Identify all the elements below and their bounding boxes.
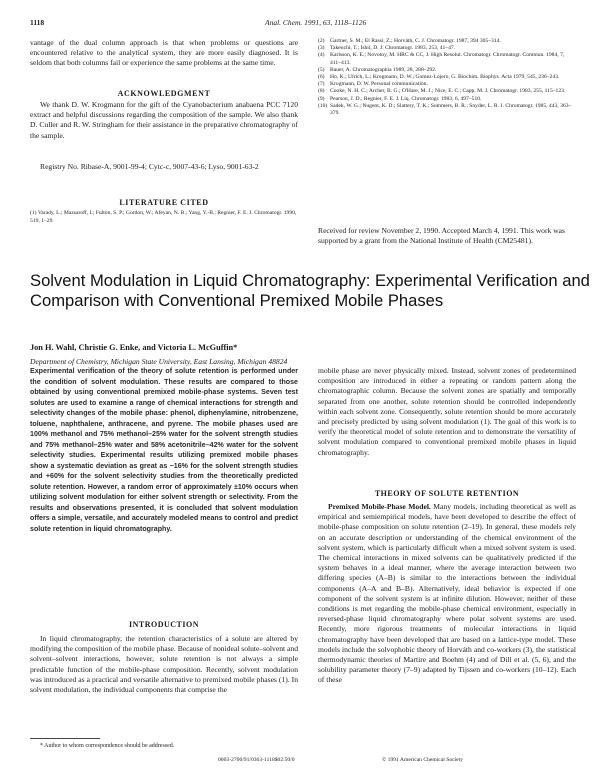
reference-1: (1) Varady, L.; Mazsaroff, I.; Fulton, S. P.; Gordon, W.; Afeyan, N. B.; Yang, Y.-B.; Regnier, F. E. J. Chromatogr. 1990, 519, 1–29. [30,210,297,224]
reference-text: Takeuchi, T.; Ishii, D. J. Chromatogr. 1983, 253, 41–47. [330,45,456,52]
reference-text: Karlsson, K. E.; Novotny, M. HRC & CC, J. High Resolut. Chromatogr. Chromatogr. Commun. 1984, 7, 411–413. [330,52,565,66]
reference-number: (4) [318,52,325,59]
subsection-body: Many models, including theoretical as well as empirical and semiempirical models, have been developed to describe the effect of mobile-phase composition on solute retention (2–19). In general, these models rely on an accurate description or understanding of the chemical environment of the solvent system, which is particularly difficult when a mixed solvent system is used. The chemical interactions in mixed solvents can be qualitatively predicted if the system behaves in a ideal manner, where the average interaction between two differing species (A–B) is similar to the interactions between the individual components (A–A and B–B). Alternatively, ideal behavior is expected if one component of the solvent system is at infinite dilution. However, neither of these conditions is met regarding the mobile-phase chemical environment, especially in reversed-phase liquid chromatography where polar solvent systems are used. Recently, more rigorous treatments of molecular interactions in liquid chromatography have been developed that are based on a lattice-type model. These models include the solvophobic theory of Horváth and co-workers (3), the statistical thermodynamic theories of Martire and Boehm (4) and of Dill et al. (5, 6), and the solubility parameter theory (7–9) adapted by Tijssen and co-workers (10–12). Each of these [318,502,576,685]
footnote: * Author to whom correspondence should be addressed. [40,743,175,749]
reference-item [318,38,576,45]
reference-text: Ho, K.; Ulrich, L.; Krogmann, D. W.; Gomez-Lojero, G. Biochim. Biophys. Acta 1979, 545, 236–243. [330,74,560,81]
page-number: 1118 [30,18,45,27]
right-column-paragraph-2 [318,502,576,686]
subsection-heading: Premixed Mobile-Phase Model. [328,502,431,511]
journal-citation: Anal. Chem. 1991, 63, 1118–1126 [265,18,367,27]
issn-code: 0003-2700/91/0363-1118$02.50/0 [218,757,295,763]
article-authors: Jon H. Wahl, Christie G. Enke, and Victoria L. McGuffin* [30,343,238,352]
continuation-paragraph: vantage of the dual column approach is that when problems or questions are encountered relative to the analytical system, they are more easily diagnosed. It is seldom that both columns fail or experience the same problems at the same time. [30,38,298,68]
reference-item [318,74,576,81]
reference-text: Krogmann, D. W. Personal communication. [330,81,428,88]
right-column-paragraph-1: mobile phase are never physically mixed. Instead, solvent zones of predetermined composition are introduced in either a repeating or random pattern along the chromatographic column. Because the solvent zones are spatially and temporally separated from one another, solute retention should be controlled independently within each solvent zone. Consequently, solute retention should be more accurately and precisely predicted by using solvent modulation (1). The goal of this work is to verify the theoretical model of solute retention and to demonstrate the versatility of solvent modulation compared to conventional premixed mobile phases in liquid chromatography. [318,366,576,457]
theory-heading: THEORY OF SOLUTE RETENTION [374,489,520,498]
introduction-body: In liquid chromatography, the retention characteristics of a solute are altered by modifying the composition of the mobile phase. Because of nonideal solute–solvent and solvent–solvent interactions, however, solute retention is not always a simple predictable function of the mobile-phase composition. Recently, solvent modulation was introduced as a practical and versatile alternative to premixed mobile phases (1). In solvent modulation, the individual components that comprise the [30,634,298,695]
introduction-heading: INTRODUCTION [128,620,199,629]
reference-text: Sadek, W. G.; Nugent, K. D.; Slattery, T. K.; Summers, B. R.; Snyder, L. R. J. Chromatogr. 1985, 443, 363–379. [330,102,572,117]
reference-number: (3) [318,45,325,52]
reference-list [318,38,576,117]
reference-number: (5) [318,66,325,73]
page-footer [30,757,576,767]
received-note: Received for review November 2, 1990. Accepted March 4, 1991. This work was supported by a grant from the National Institute of Health (CM25481). [318,226,566,245]
reference-number: (6) [318,74,325,81]
reference-text: Gartner, S. M.; El Rassi, Z.; Horváth, C. J. Chromatogr. 1987, 394 305–314. [330,38,501,44]
registry-numbers: Registry No. Ribase-A, 9001-99-4; Cytc-c, 9007-43-6; Lyso, 9001-63-2 [40,162,259,171]
literature-cited-heading: LITERATURE CITED [119,198,209,207]
reference-number: (9) [318,95,325,102]
reference-number: (10) [318,102,328,109]
article-title: Solvent Modulation in Liquid Chromatography: Experimental Verification and Comparison with Conventional Premixed Mobile Phases [30,271,590,310]
reference-number: (8) [318,88,325,95]
reference-item [318,52,576,66]
abstract: Experimental verification of the theory of solute retention is performed under the condition of solvent modulation. These results are compared to those obtained by using conventional premixed mobile-phase systems. Seven test solutes are used to examine a range of chemical interactions for strength and selectivity changes of the mobile phase: phenol, diphenylamine, nitrobenzene, toluene, naphthalene, anthracene, and pyrene. The mobile phases used are 100% methanol and 75% methanol–25% water for the solvent strength studies and 75% methanol–25% water and 58% acetonitrile–42% water for the solvent selectivity studies. Experimental results utilizing premixed mobile phases show a systematic deviation as great as −16% for the solvent strength studies and +60% for the solvent selectivity studies from the theoretically predicted solute retention. However, a random error of approximately ±10% occurs when utilizing solvent modulation for either solvent strength or selectivity. From the results and observations presented, it is concluded that solvent modulation offers a simple, versatile, and accurately modeled means to control and predict solute retention in liquid chromatography. [30,367,298,533]
reference-item [318,88,576,95]
reference-text: Cooke, N. H. C.; Archer, B. G.; O'Hare, M. J.; Nice, E. C.; Capp, M. J. Chromatogr. 1983, 255, 115–123. [330,88,566,95]
reference-item [318,103,576,117]
author-affiliation: Department of Chemistry, Michigan State University, East Lansing, Michigan 48824 [30,357,288,366]
reference-item [318,67,576,74]
reference-number: (2) [318,38,325,44]
reference-text: Bauer, A. Chromatographia 1989, 28, 288–292. [330,66,437,73]
reference-item [318,45,576,52]
reference-number: (7) [318,81,325,88]
reference-item [318,81,576,88]
reference-text: Pearson, J. D.; Regnier, F. E. J. Liq. Chromatogr. 1983, 6, 497–510. [330,95,482,102]
acknowledgment-body: We thank D. W. Krogmann for the gift of the Cyanobacterium anabaena PCC 7120 extract and helpful discussions regarding the composition of the sample. We also thank D. Culler and R. W. Stringham for their assistance in the preparative chromatography of the sample. [30,100,298,140]
copyright: © 1991 American Chemical Society [382,757,463,763]
acknowledgment-heading: ACKNOWLEDGMENT [117,89,211,98]
reference-item [318,96,576,103]
footnote-divider [30,738,100,739]
